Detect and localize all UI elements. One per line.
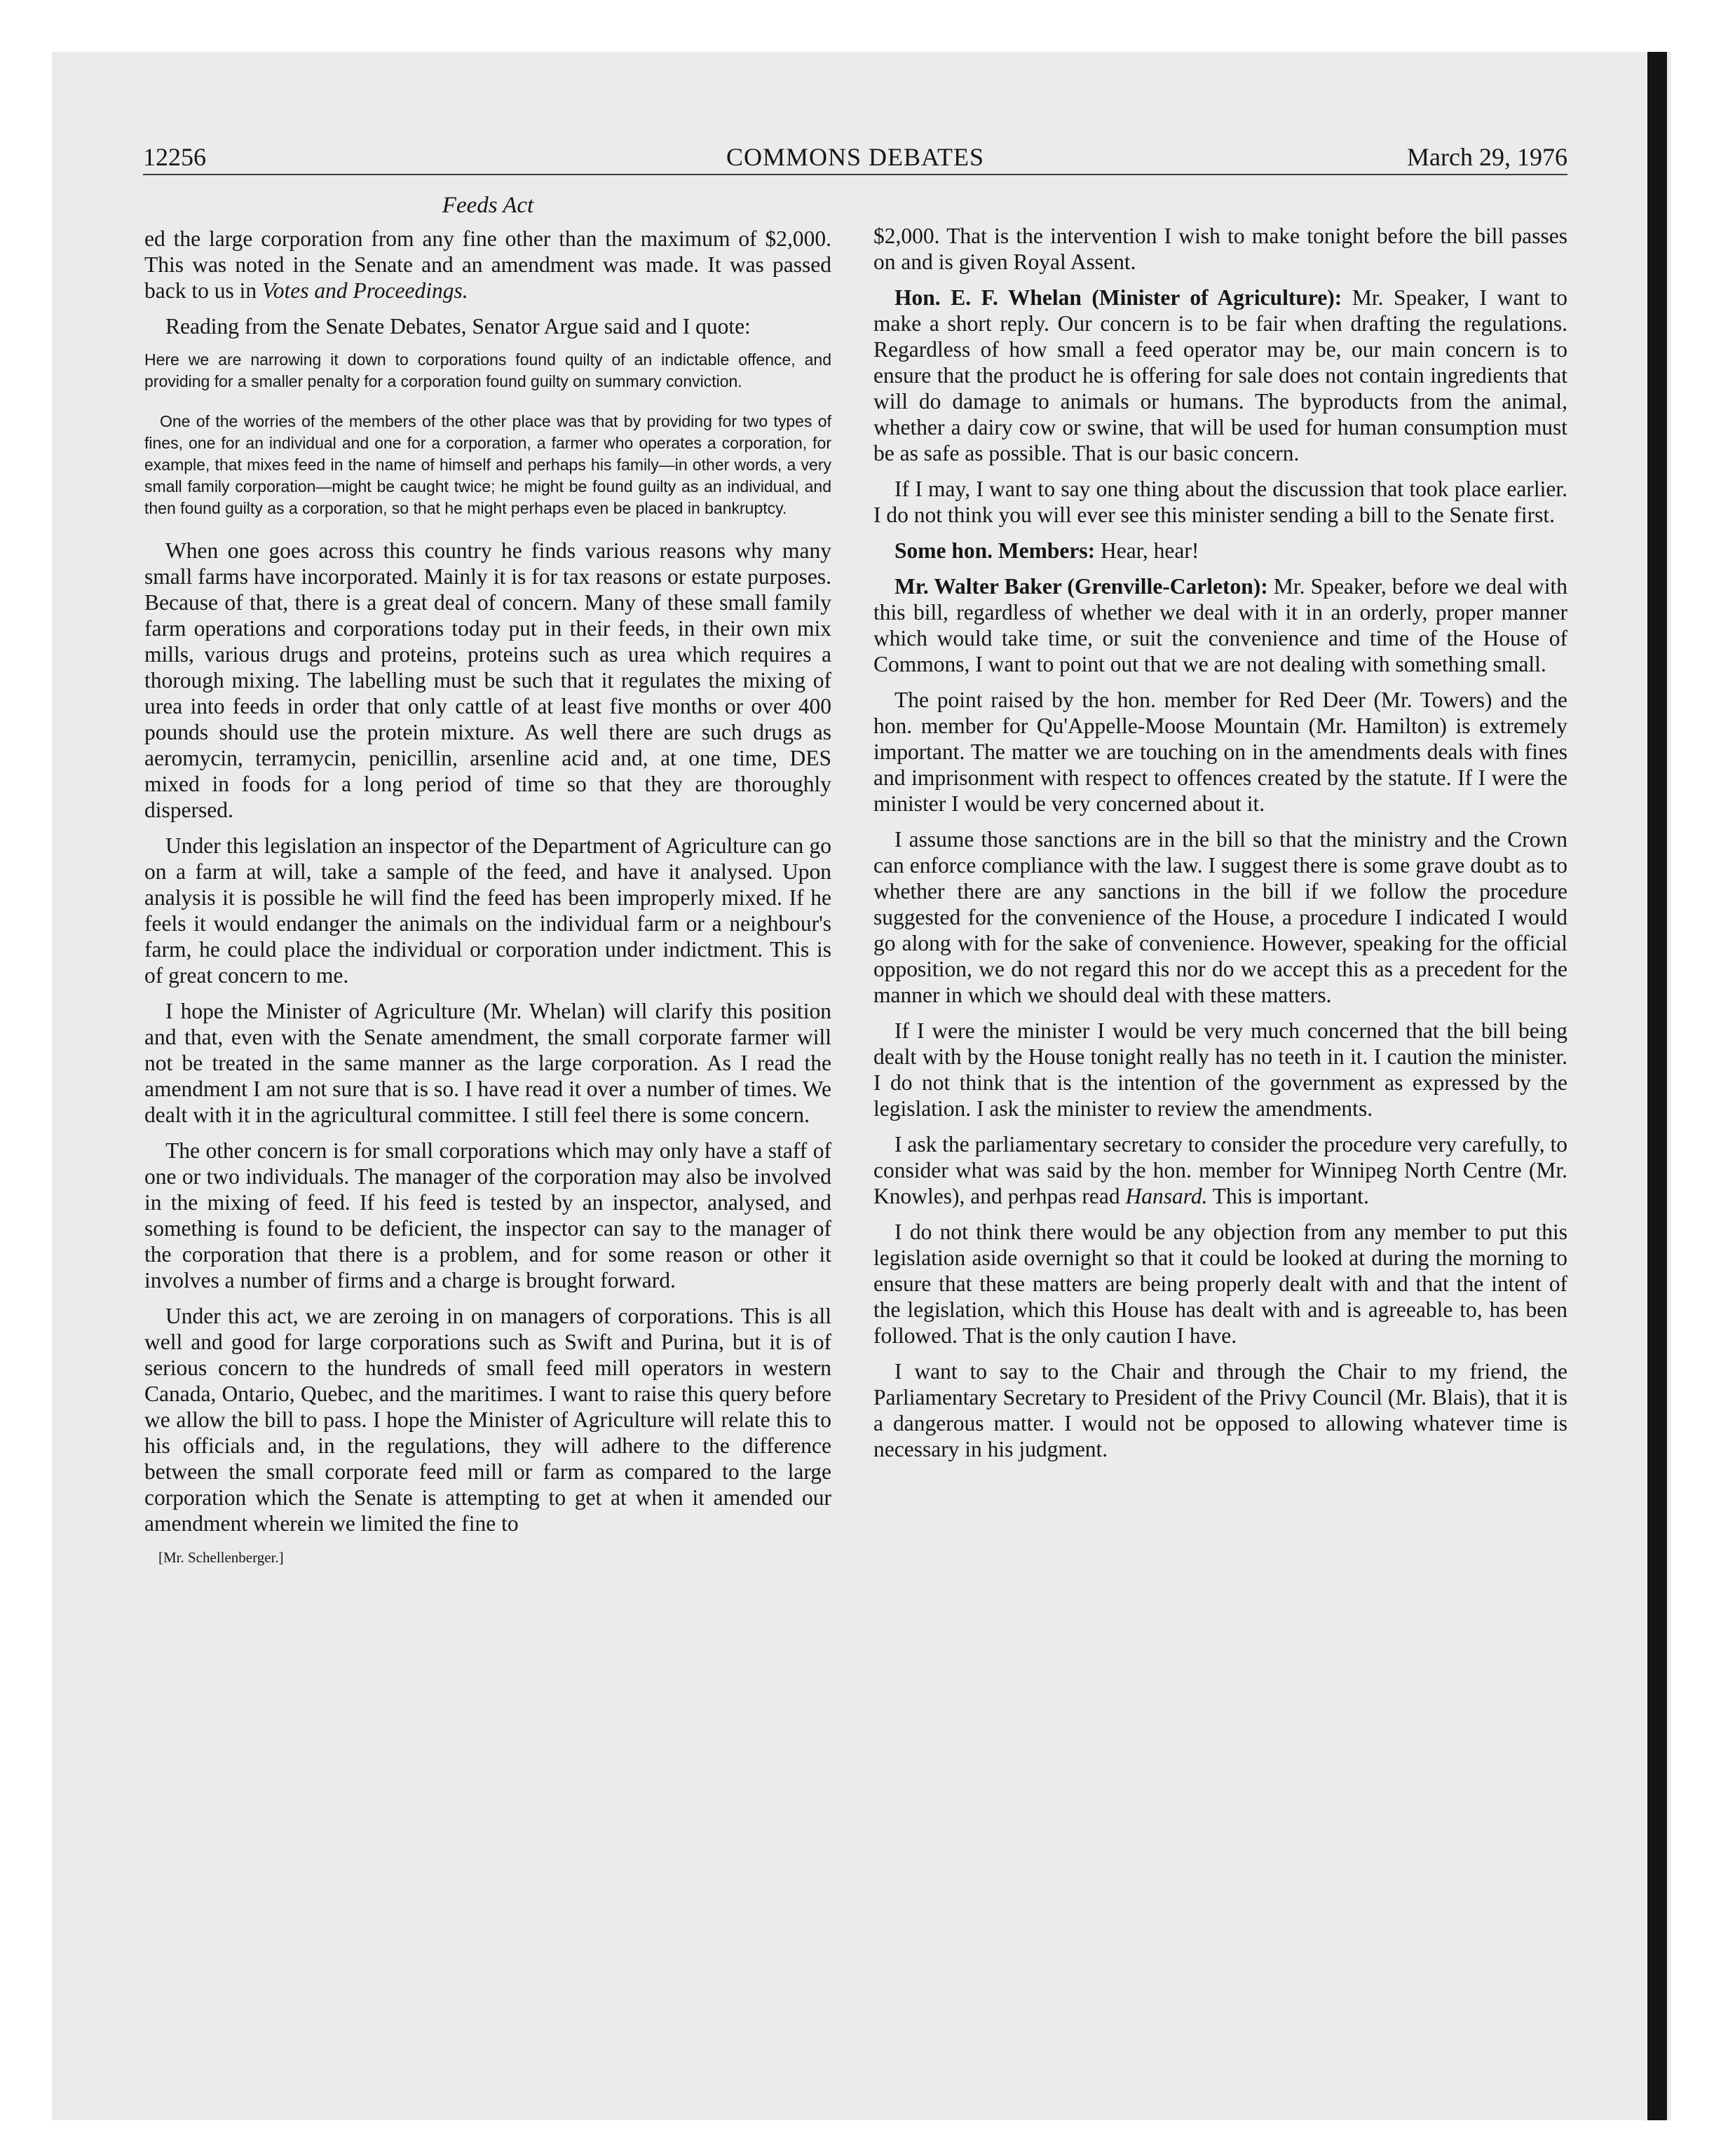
paragraph [873, 538, 1567, 564]
block-quote: Here we are narrowing it down to corporations found quilty of an indictable offence, and providing for a smaller penalty for a corporation found guilty on summary conviction. [144, 350, 831, 390]
paragraph: If I may, I want to say one thing about the discussion that took place earlier. I do not think you will ever see this minister sending a bill to the Senate first. [873, 477, 1567, 527]
paragraph: When one goes across this country he finds various reasons why many small farms have incorporated. Mainly it is for tax reasons or estate purposes. Because of that, there is a great deal of concern. Many of these small family farm operations and corporations today put in their feeds, in their own mix mills, various drugs and proteins, proteins such as urea which requires a thorough mixing. The labelling must be such that it regulates the mixing of urea into feeds in order that only cattle of at least five months or over 400 pounds should use the protein mixture. As well there are such drugs as aeromycin, terramycin, penicillin, arsenline acid and, at one time, DES mixed in foods for a long period of time so that they are thoroughly dispersed. [144, 538, 831, 822]
page-date: March 29, 1976 [1407, 143, 1567, 171]
right-column [873, 223, 1567, 1472]
block-quote: One of the worries of the members of the other place was that by providing for two types of fines, one for an individual and one for a corporation, a farmer who operates a corporation, for example, that mixes feed in the name of himself and perhaps his family—in other words, a very small family corporation—might be caught twice; he might be found guilty as an individual, and then found guilty as a corporation, so that he might perhaps even be placed in bankruptcy. [144, 412, 831, 517]
speaker-note: [Mr. Schellenberger.] [158, 1549, 284, 1566]
scan-edge-shadow [1647, 52, 1667, 2120]
paragraph: If I were the minister I would be very much concerned that the bill being dealt with by the House tonight really has no teeth in it. I caution the minister. I do not think that is the intention of the government as expressed by the legislation. I ask the minister to review the amendments. [873, 1018, 1567, 1121]
paragraph-text: This is important. [1207, 1184, 1369, 1208]
paragraph [144, 226, 831, 303]
left-column [144, 191, 831, 1567]
paragraph: I assume those sanctions are in the bill so that the ministry and the Crown can enforce compliance with the law. I suggest there is some grave doubt as to whether there are any sanctions in the bill if we follow the procedure suggested for the convenience of the House, a procedure I indicated I would go along with for the sake of convenience. However, speaking for the official opposition, we do not regard this nor do we accept this as a precedent for the manner in which we should deal with these matters. [873, 827, 1567, 1007]
paragraph: I want to say to the Chair and through the Chair to my friend, the Parliamentary Secretary to President of the Privy Council (Mr. Blais), that it is a dangerous matter. I would not be opposed to allowing whatever time is necessary in his judgment. [873, 1359, 1567, 1461]
paragraph: Reading from the Senate Debates, Senator Argue said and I quote: [165, 314, 751, 339]
speaker-name: Some hon. Members: [894, 538, 1096, 563]
section-title: Feeds Act [442, 193, 534, 218]
speaker-name: Mr. Walter Baker (Grenville-Carleton): [894, 574, 1268, 599]
paragraph: $2,000. That is the intervention I wish to make tonight before the bill passes on and is given Royal Assent. [873, 224, 1567, 274]
page-header [143, 142, 1567, 172]
paragraph: The other concern is for small corporations which may only have a staff of one or two individuals. The manager of the corporation may also be involved in the mixing of feed. If his feed is tested by an inspector, analysed, and something is found to be deficient, the inspector can say to the manager of the corporation that there is a problem, and for some reason or other it involves a number of firms and a charge is brought forward. [144, 1138, 831, 1292]
paragraph: I hope the Minister of Agriculture (Mr. Whelan) will clarify this position and that, even with the Senate amendment, the small corporate farmer will not be treated in the same manner as the large corporation. As I read the amendment I am not sure that is so. I have read it over a number of times. We dealt with it in the agricultural committee. I still feel there is some concern. [144, 999, 831, 1127]
paragraph: Under this act, we are zeroing in on managers of corporations. This is all well and good for large corporations such as Swift and Purina, but it is of serious concern to the hundreds of small feed mill operators in western Canada, Ontario, Quebec, and the maritimes. I want to raise this query before we allow the bill to pass. I hope the Minister of Agriculture will relate this to his officials and, in the regulations, they will adhere to the difference between the small corporate feed mill or farm as compared to the large corporation which the Senate is attempting to get at when it amended our amendment wherein we limited the fine to [144, 1304, 831, 1536]
italic-text: Votes and Proceedings. [261, 278, 468, 303]
publication-title: COMMONS DEBATES [726, 143, 985, 171]
paragraph: Under this legislation an inspector of the Department of Agriculture can go on a farm at will, take a sample of the feed, and have it analysed. Upon analysis it is possible he will find the feed has been improperly mixed. If he feels it would endanger the animals on the individual farm or a neighbour's farm, he could place the individual or corporation under indictment. This is of great concern to me. [144, 833, 831, 988]
speaker-name: Hon. E. F. Whelan (Minister of Agriculture): [894, 285, 1342, 310]
paragraph-text: I ask the parliamentary secretary to consider the procedure very carefully, to consider what was said by the hon. member for Winnipeg North Centre (Mr. Knowles), and perhpas read [873, 1132, 1568, 1208]
paragraph: I do not think there would be any objection from any member to put this legislation aside overnight so that it could be looked at during the morning to ensure that these matters are being properly dealt with and that the intent of the legislation, which this House has dealt with and is agreeable to, has been followed. That is the only caution I have. [873, 1220, 1567, 1348]
page-number: 12256 [143, 143, 206, 171]
paragraph-text: ed the large corporation from any fine other than the maximum of $2,000. This was noted in the Senate and an amendment was made. It was passed back to us in [144, 226, 831, 303]
paragraph-text: Hear, hear! [1095, 538, 1199, 563]
paragraph [873, 1131, 1567, 1209]
paragraph: The point raised by the hon. member for Red Deer (Mr. Towers) and the hon. member for Qu'Appelle-Moose Mountain (Mr. Hamilton) is extremely important. The matter we are touching on in the amendments deals with fines and imprisonment with respect to offences created by the statute. If I were the minister I would be very concerned about it. [873, 688, 1567, 816]
italic-text: Hansard. [1125, 1184, 1208, 1208]
paragraph-text: Mr. Speaker, before we deal with this bill, regardless of whether we deal with it in an orderly, proper manner which would take time, or suit the convenience and time of the House of Commons, I want to point out that we are not dealing with something small. [873, 574, 1567, 676]
header-rule [143, 174, 1567, 175]
paragraph [873, 573, 1567, 677]
paragraph-text: Mr. Speaker, I want to make a short reply. Our concern is to be fair when drafting the regulations. Regardless of how small a feed operator may be, our main concern is to ensure that the product he is offering for sale does not contain ingredients that will do damage to animals or humans. The byproducts from the animal, whether a dairy cow or swine, that will be used for human consumption must be as safe as possible. That is our basic concern. [873, 285, 1567, 465]
paragraph [873, 285, 1567, 466]
